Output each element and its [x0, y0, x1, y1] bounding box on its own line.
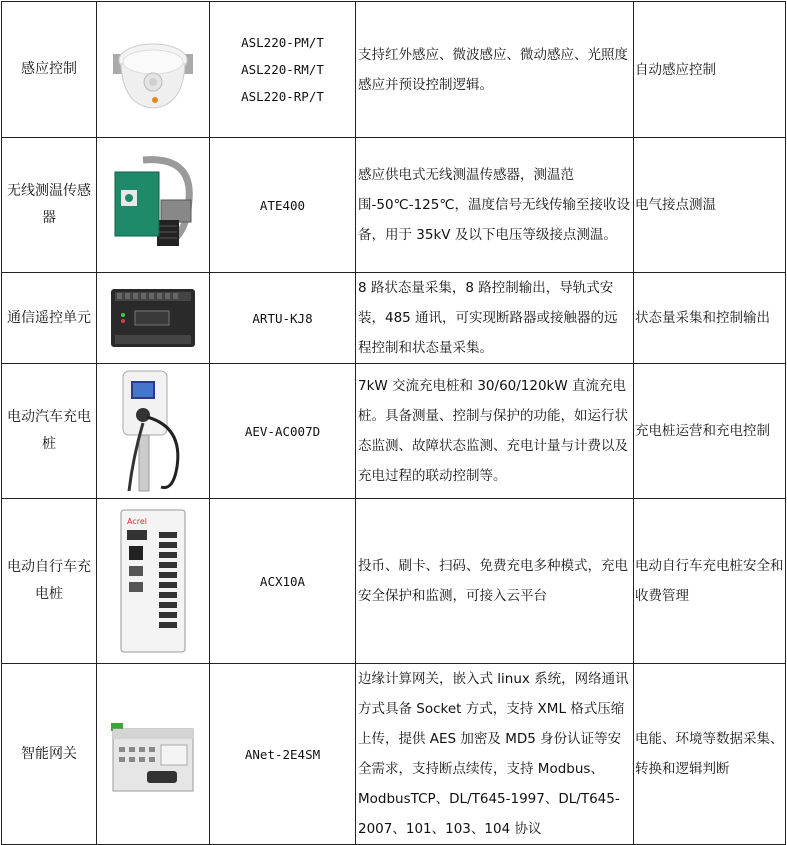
brand-logo: Acrel	[127, 517, 147, 526]
product-image	[97, 364, 210, 499]
product-image	[97, 499, 210, 664]
table-row	[2, 273, 786, 364]
model-number: ARTU-KJ8	[252, 310, 313, 326]
model-number: ASL220-PM/T	[241, 35, 324, 50]
product-models	[210, 2, 356, 138]
product-table	[1, 1, 786, 845]
product-description: 8 路状态量采集，8 路控制输出，导轨式安装，485 通讯，可实现断路器或接触器的远程控制和状态量采集。	[356, 273, 634, 364]
product-image	[97, 664, 210, 845]
gateway-icon	[103, 709, 203, 799]
product-image	[97, 273, 210, 364]
product-usage: 电能、环境等数据采集、转换和逻辑判断	[634, 664, 786, 845]
product-models	[210, 138, 356, 273]
motion-sensor-icon	[103, 20, 203, 120]
model-number: ASL220-RP/T	[241, 89, 324, 104]
ev-charger-icon	[103, 367, 203, 495]
product-description: 感应供电式无线测温传感器，测温范围-50℃-125℃，温度信号无线传输至接收设备，用于 35kV 及以下电压等级接点测温。	[356, 138, 634, 273]
product-name: 智能网关	[2, 664, 97, 845]
table-row	[2, 664, 786, 845]
product-models	[210, 664, 356, 845]
model-number: ANet-2E4SM	[244, 746, 321, 762]
remote-control-unit-icon	[105, 283, 201, 353]
product-description: 投币、刷卡、扫码、免费充电多种模式，充电安全保护和监测，可接入云平台	[356, 499, 634, 664]
table-row	[2, 364, 786, 499]
product-description: 7kW 交流充电桩和 30/60/120kW 直流充电桩。具备测量、控制与保护的功能，如运行状态监测、故障状态监测、充电计量与计费以及充电过程的联动控制等。	[356, 364, 634, 499]
product-models	[210, 499, 356, 664]
product-models	[210, 273, 356, 364]
product-models	[210, 364, 356, 499]
product-usage: 自动感应控制	[634, 2, 786, 138]
product-name: 电动汽车充电桩	[2, 364, 97, 499]
table-row	[2, 499, 786, 664]
product-usage: 电动自行车充电桩安全和收费管理	[634, 499, 786, 664]
model-number: AEV-AC007D	[244, 423, 321, 439]
product-image	[97, 138, 210, 273]
wireless-temp-sensor-icon	[103, 150, 203, 260]
product-name: 无线测温传感器	[2, 138, 97, 273]
product-name: 感应控制	[2, 2, 97, 138]
product-name: 电动自行车充电桩	[2, 499, 97, 664]
model-number: ACX10A	[259, 573, 306, 589]
model-number: ATE400	[259, 197, 306, 213]
ebike-charger-icon	[113, 506, 193, 656]
product-usage: 电气接点测温	[634, 138, 786, 273]
model-number: ASL220-RM/T	[241, 62, 324, 77]
product-image	[97, 2, 210, 138]
product-usage: 充电桩运营和充电控制	[634, 364, 786, 499]
table-row	[2, 138, 786, 273]
product-usage: 状态量采集和控制输出	[634, 273, 786, 364]
product-name: 通信遥控单元	[2, 273, 97, 364]
table-row	[2, 2, 786, 138]
product-description: 边缘计算网关，嵌入式 linux 系统，网络通讯方式具备 Socket 方式，支持 XML 格式压缩上传，提供 AES 加密及 MD5 身份认证等安全需求，支持断点续传，支持 Modbus、ModbusTCP、DL/T645-1997、DL/T645-2007、101、103、104 协议	[356, 664, 634, 845]
product-description: 支持红外感应、微波感应、微动感应、光照度感应并预设控制逻辑。	[356, 2, 634, 138]
